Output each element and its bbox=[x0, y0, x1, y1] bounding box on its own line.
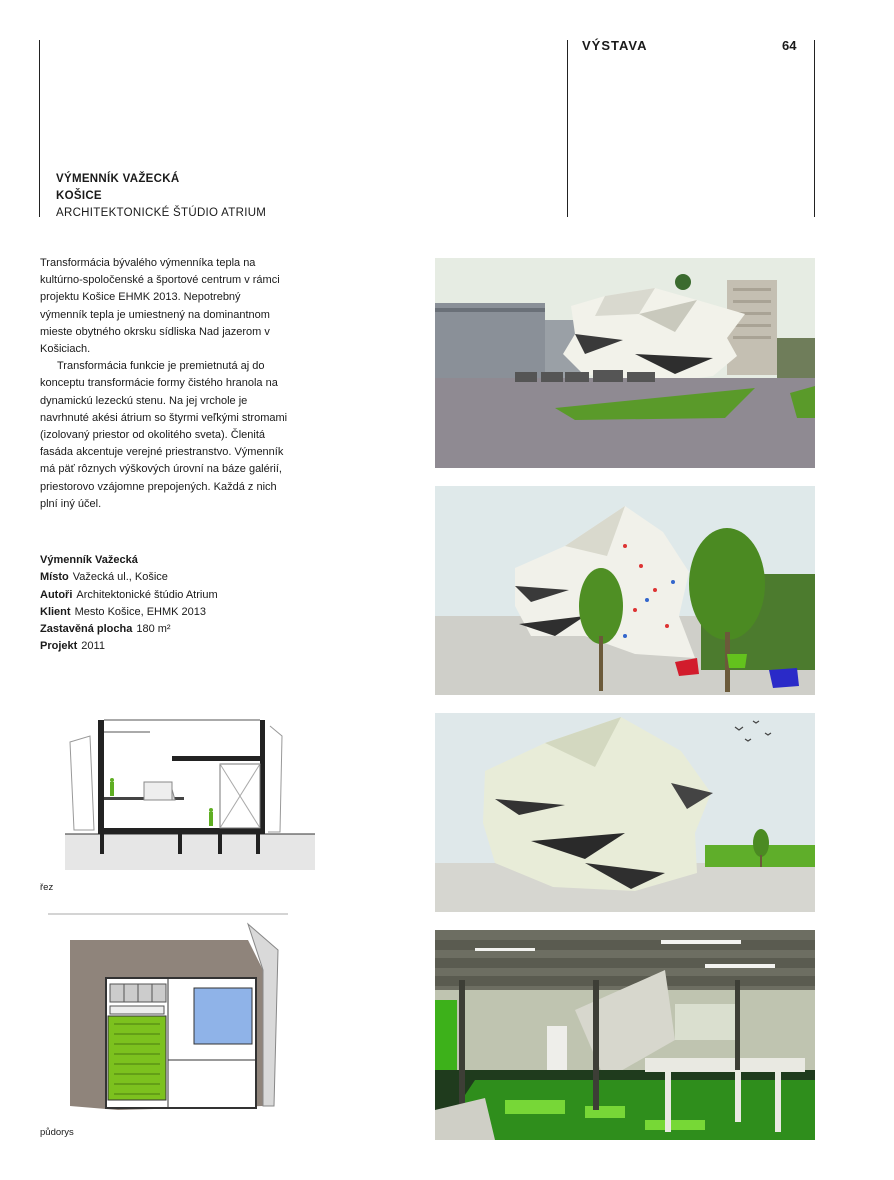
header-left-rule bbox=[567, 40, 568, 217]
project-city: KOŠICE bbox=[56, 190, 102, 202]
article-body bbox=[40, 255, 290, 513]
floor-plan-caption: půdorys bbox=[40, 1127, 74, 1138]
header-right-rule bbox=[814, 40, 815, 217]
section-drawing bbox=[60, 712, 320, 872]
project-studio: ARCHITEKTONICKÉ ŠTÚDIO ATRIUM bbox=[56, 207, 267, 219]
floor-plan bbox=[48, 910, 288, 1120]
left-margin-rule bbox=[39, 40, 40, 217]
facts-row: Klient Mesto Košice, EHMK 2013 bbox=[40, 605, 207, 618]
body-paragraph-2: Transformácia funkcie je premietnutá aj do konceptu transformácie formy čistého hranola na dynamickú lezeckú stenu. Na jej vrchole je navrhnuté akési átrium so štyrmi veľkými stromami (izolovaný priestor od okolitého sveta). Členitá fasáda akcentuje verejné priestranstvo. Výmenník má päť rôznych výškových úrovní na báze galérií, priestorovo vzájomne prepojených. Každá z nich plní iný účel. bbox=[40, 360, 288, 510]
section-label: VÝSTAVA bbox=[582, 38, 648, 53]
article-title bbox=[56, 171, 266, 222]
photo-facade-render bbox=[435, 713, 815, 912]
facts-row: Zastavěná plocha 180 m² bbox=[40, 623, 171, 636]
facts-heading: Výmenník Važecká bbox=[40, 554, 138, 566]
project-facts bbox=[40, 552, 218, 656]
facts-row: Místo Važecká ul., Košice bbox=[40, 571, 168, 584]
body-paragraph-1: Transformácia bývalého výmenníka tepla na kultúrno-spoločenské a športové centrum v rámci projektu Košice EHMK 2013. Nepotrebný výmenník tepla je umiestnený na dominantnom mieste obytného okrsku sídliska Nad jazerom v Košiciach. bbox=[40, 257, 280, 356]
project-name: VÝMENNÍK VAŽECKÁ bbox=[56, 173, 180, 185]
facts-row: Projekt 2011 bbox=[40, 640, 105, 653]
photo-climbing-wall bbox=[435, 486, 815, 695]
photo-street-view bbox=[435, 258, 815, 468]
photo-interior bbox=[435, 930, 815, 1140]
section-caption: řez bbox=[40, 882, 54, 893]
facts-row: Autoři Architektonické štúdio Atrium bbox=[40, 588, 218, 601]
page-number: 64 bbox=[782, 38, 797, 53]
